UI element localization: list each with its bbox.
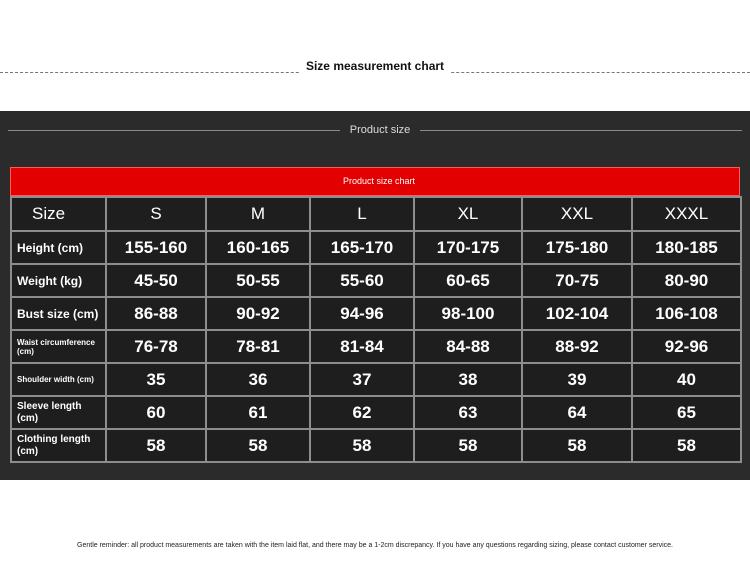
- column-header: M: [206, 197, 310, 231]
- table-cell: 38: [414, 363, 522, 396]
- table-row: [11, 264, 741, 297]
- table-cell: 58: [310, 429, 414, 462]
- page-title: Size measurement chart: [300, 60, 450, 73]
- table-row: [11, 363, 741, 396]
- table-cell: 86-88: [106, 297, 206, 330]
- table-cell: 50-55: [206, 264, 310, 297]
- table-cell: 36: [206, 363, 310, 396]
- table-header-row: [11, 197, 741, 231]
- table-cell: 81-84: [310, 330, 414, 363]
- table-cell: 45-50: [106, 264, 206, 297]
- size-table: [10, 196, 742, 463]
- table-row: [11, 429, 741, 462]
- row-label: Bust size (cm): [11, 297, 106, 330]
- subtitle-divider-left: [8, 130, 340, 131]
- table-cell: 165-170: [310, 231, 414, 264]
- column-header: L: [310, 197, 414, 231]
- column-header: XXL: [522, 197, 632, 231]
- table-cell: 63: [414, 396, 522, 429]
- row-label: Weight (kg): [11, 264, 106, 297]
- table-cell: 55-60: [310, 264, 414, 297]
- table-row: [11, 297, 741, 330]
- table-cell: 170-175: [414, 231, 522, 264]
- table-caption: Product size chart: [342, 176, 416, 186]
- table-cell: 65: [632, 396, 741, 429]
- table-cell: 80-90: [632, 264, 741, 297]
- row-label: Height (cm): [11, 231, 106, 264]
- table-cell: 90-92: [206, 297, 310, 330]
- table-cell: 78-81: [206, 330, 310, 363]
- table-cell: 39: [522, 363, 632, 396]
- table-cell: 35: [106, 363, 206, 396]
- table-caption-band: [10, 167, 740, 196]
- table-cell: 88-92: [522, 330, 632, 363]
- table-cell: 92-96: [632, 330, 741, 363]
- table-cell: 61: [206, 396, 310, 429]
- table-cell: 70-75: [522, 264, 632, 297]
- table-cell: 58: [632, 429, 741, 462]
- row-label: Waist circumference (cm): [11, 330, 106, 363]
- table-cell: 64: [522, 396, 632, 429]
- table-cell: 37: [310, 363, 414, 396]
- row-label: Clothing length (cm): [11, 429, 106, 462]
- table-cell: 106-108: [632, 297, 741, 330]
- panel-subtitle: Product size: [349, 124, 411, 136]
- table-cell: 62: [310, 396, 414, 429]
- table-cell: 155-160: [106, 231, 206, 264]
- subtitle-divider-right: [420, 130, 742, 131]
- table-row: [11, 231, 741, 264]
- table-cell: 180-185: [632, 231, 741, 264]
- table-cell: 76-78: [106, 330, 206, 363]
- footer-note: Gentle reminder: all product measurements are taken with the item laid flat, and there may be a 1-2cm discrepancy. If you have any questions regarding sizing, please contact customer service.: [77, 542, 673, 549]
- row-label: Sleeve length (cm): [11, 396, 106, 429]
- column-header: XL: [414, 197, 522, 231]
- table-cell: 102-104: [522, 297, 632, 330]
- table-cell: 58: [106, 429, 206, 462]
- table-cell: 98-100: [414, 297, 522, 330]
- table-cell: 160-165: [206, 231, 310, 264]
- table-cell: 40: [632, 363, 741, 396]
- row-label: Shoulder width (cm): [11, 363, 106, 396]
- table-cell: 84-88: [414, 330, 522, 363]
- table-row: [11, 330, 741, 363]
- table-cell: 60: [106, 396, 206, 429]
- column-header: XXXL: [632, 197, 741, 231]
- table-cell: 175-180: [522, 231, 632, 264]
- column-header: S: [106, 197, 206, 231]
- size-column-header: Size: [11, 197, 106, 231]
- table-cell: 58: [206, 429, 310, 462]
- table-cell: 58: [414, 429, 522, 462]
- table-cell: 60-65: [414, 264, 522, 297]
- table-cell: 58: [522, 429, 632, 462]
- table-cell: 94-96: [310, 297, 414, 330]
- table-row: [11, 396, 741, 429]
